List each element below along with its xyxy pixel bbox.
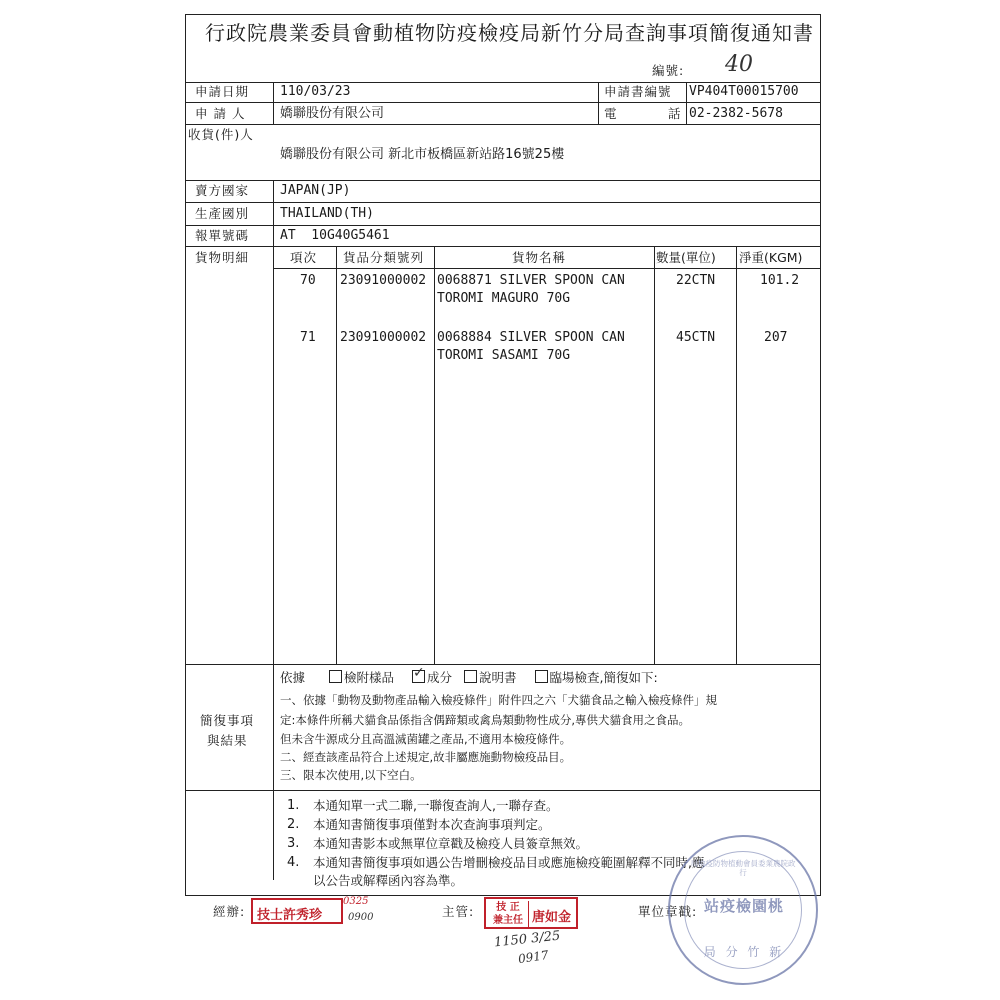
supervisor-label: 主管: bbox=[442, 904, 475, 919]
row-line bbox=[185, 202, 821, 203]
supervisor-note-1: 1150 3/25 bbox=[493, 928, 562, 951]
note-num: 4. bbox=[287, 855, 300, 870]
origin-value: THAILAND(TH) bbox=[280, 206, 374, 221]
table-row-weight: 207 bbox=[764, 330, 788, 345]
goods-header-weight: 淨重(KGM) bbox=[739, 250, 803, 265]
goods-header-line bbox=[273, 268, 821, 269]
table-row-qty: 22CTN bbox=[676, 273, 716, 288]
seal-bottom-text: 局 分 竹 新 bbox=[703, 945, 785, 959]
goods-header-code: 貨品分類號列 bbox=[343, 250, 425, 265]
goods-header-item: 項次 bbox=[290, 250, 318, 265]
goods-col-line bbox=[736, 246, 737, 664]
consignee-label: 收貨(件)人 bbox=[188, 127, 254, 142]
applicant-value: 嬌聯股份有限公司 bbox=[280, 106, 385, 121]
row-line bbox=[185, 102, 821, 103]
reply-line: 一、依據「動物及動物產品輸入檢疫條件」附件四之六「犬貓食品之輸入檢疫條件」規 bbox=[280, 693, 717, 707]
table-row-code: 23091000002 bbox=[340, 273, 427, 288]
check-manual[interactable]: 說明書 bbox=[464, 670, 517, 685]
table-row-name-2: TOROMI MAGURO 70G bbox=[437, 291, 571, 306]
supervisor-note-2: 0917 bbox=[517, 947, 550, 967]
handler-label: 經辦: bbox=[213, 904, 246, 919]
app-no-label: 申請書編號 bbox=[604, 84, 672, 99]
note-num: 2. bbox=[287, 817, 300, 832]
phone-label-2: 話 bbox=[668, 106, 682, 121]
label-column-line bbox=[273, 82, 274, 124]
check-sample[interactable]: 檢附樣品 bbox=[329, 670, 394, 685]
note-text: 本通知書簡復事項如遇公告增刪檢疫品目或應施檢疫範圍解釋不同時,應 bbox=[313, 855, 705, 870]
unit-seal bbox=[668, 835, 818, 985]
seller-country-value: JAPAN(JP) bbox=[280, 183, 351, 198]
apply-date-value: 110/03/23 bbox=[280, 84, 351, 99]
note-num: 3. bbox=[287, 836, 300, 851]
handler-note-1: 0325 bbox=[343, 896, 369, 907]
reply-line: 定:本條件所稱犬貓食品係指含偶蹄類或禽鳥類動物性成分,專供犬貓食用之食品。 bbox=[280, 713, 691, 727]
goods-col-line bbox=[654, 246, 655, 664]
reply-line: 但未含牛源成分且高溫滅菌罐之產品,不適用本檢疫條件。 bbox=[280, 732, 572, 746]
handler-stamp: 技士許秀珍 bbox=[251, 898, 343, 924]
reply-label-1: 簡復事項 bbox=[200, 713, 255, 728]
table-row-item: 70 bbox=[300, 273, 316, 288]
goods-header-qty: 數量(單位) bbox=[656, 250, 716, 265]
row-line bbox=[185, 246, 821, 247]
basis-label: 依據 bbox=[280, 670, 306, 685]
row-line bbox=[185, 790, 821, 791]
goods-col-line bbox=[434, 246, 435, 664]
seal-center-text: 站疫檢園桃 bbox=[703, 897, 784, 915]
note-text: 以公告或解釋函內容為準。 bbox=[313, 873, 464, 888]
goods-col-line bbox=[336, 246, 337, 664]
apply-date-label: 申請日期 bbox=[195, 84, 250, 99]
serial-value: 40 bbox=[725, 52, 753, 77]
checkbox-icon bbox=[464, 670, 477, 683]
phone-label-1: 電 bbox=[604, 106, 618, 121]
goods-header-name: 貨物名稱 bbox=[512, 250, 567, 265]
check-onsite[interactable]: 臨場檢查,簡復如下: bbox=[535, 670, 658, 685]
seller-country-label: 賣方國家 bbox=[195, 183, 250, 198]
note-text: 本通知書影本或無單位章戳及檢疫人員簽章無效。 bbox=[313, 836, 589, 851]
checkbox-icon bbox=[535, 670, 548, 683]
page-title: 行政院農業委員會動植物防疫檢疫局新竹分局查詢事項簡復通知書 bbox=[205, 21, 814, 45]
note-num: 1. bbox=[287, 798, 300, 813]
row-line bbox=[185, 124, 821, 125]
reply-line: 二、經查該產品符合上述規定,故非屬應施動物檢疫品目。 bbox=[280, 750, 572, 764]
table-row-qty: 45CTN bbox=[676, 330, 716, 345]
app-no-value: VP404T00015700 bbox=[689, 84, 799, 99]
table-row-code: 23091000002 bbox=[340, 330, 427, 345]
phone-value: 02-2382-5678 bbox=[689, 106, 783, 121]
unit-seal-label: 單位章戳: bbox=[638, 904, 698, 919]
row-line bbox=[185, 180, 821, 181]
checkbox-icon bbox=[329, 670, 342, 683]
origin-label: 生產國別 bbox=[195, 206, 250, 221]
row-line bbox=[185, 664, 821, 665]
consignee-value: 嬌聯股份有限公司 新北市板橋區新站路16號25樓 bbox=[280, 147, 565, 162]
app-no-separator bbox=[686, 82, 687, 124]
table-row-name-2: TOROMI SASAMI 70G bbox=[437, 348, 571, 363]
serial-label: 編號: bbox=[652, 63, 685, 78]
row-line bbox=[185, 225, 821, 226]
customs-no-value: AT 10G40G5461 bbox=[280, 228, 390, 243]
note-text: 本通知單一式二聯,一聯復查詢人,一聯存查。 bbox=[313, 798, 559, 813]
check-ingredients[interactable]: ✓ 成分 bbox=[412, 670, 452, 685]
applicant-label: 申 請 人 bbox=[195, 106, 246, 121]
customs-no-label: 報單號碼 bbox=[195, 228, 250, 243]
table-row-weight: 101.2 bbox=[760, 273, 800, 288]
table-row-name: 0068884 SILVER SPOON CAN bbox=[437, 330, 625, 345]
reply-label-2: 與結果 bbox=[207, 733, 248, 748]
app-no-separator bbox=[598, 82, 599, 124]
note-text: 本通知書簡復事項僅對本次查詢事項判定。 bbox=[313, 817, 551, 832]
seal-arc-text: 局檢疫防物植動會員委業農院政行 bbox=[690, 859, 796, 877]
table-row-name: 0068871 SILVER SPOON CAN bbox=[437, 273, 625, 288]
basis-row bbox=[280, 670, 658, 686]
goods-label: 貨物明細 bbox=[195, 250, 250, 265]
reply-line: 三、限本次使用,以下空白。 bbox=[280, 768, 422, 782]
label-column-line bbox=[273, 180, 274, 880]
checkbox-checked-icon bbox=[412, 670, 425, 683]
supervisor-stamp: 技 正 兼主任 唐如金 bbox=[484, 897, 578, 929]
handler-note-2: 0900 bbox=[348, 912, 374, 923]
table-row-item: 71 bbox=[300, 330, 316, 345]
row-line bbox=[185, 82, 821, 83]
